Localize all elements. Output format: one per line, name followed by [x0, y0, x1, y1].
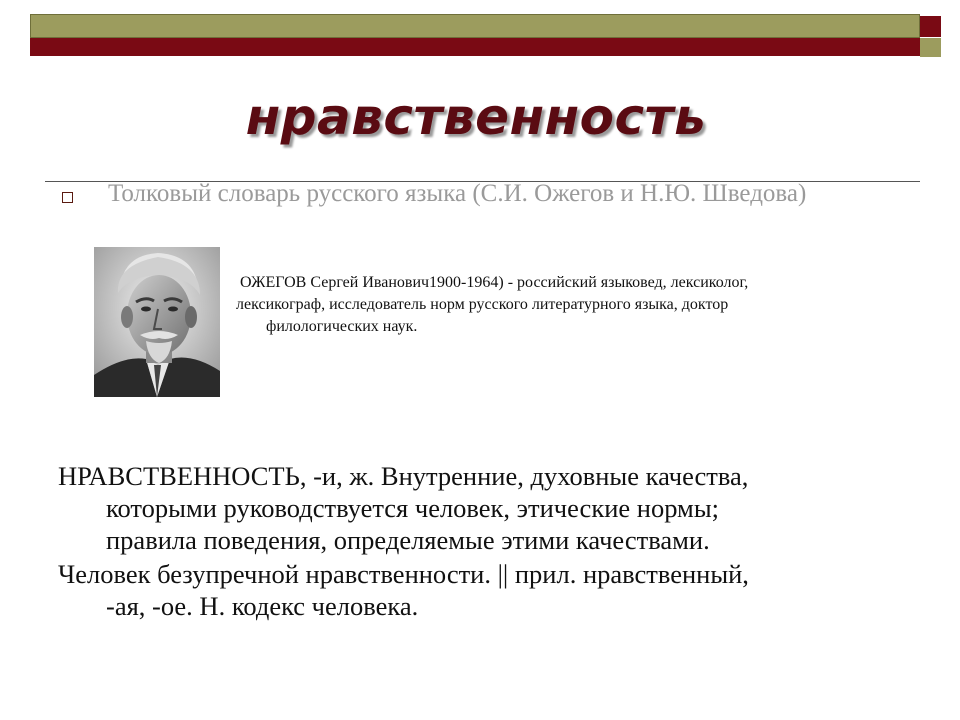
portrait-photo-icon [94, 247, 220, 397]
dictionary-definition [58, 460, 928, 622]
corner-square-maroon [920, 16, 941, 37]
square-bullet-icon [62, 192, 73, 203]
bio-line: филологических наук. [266, 318, 418, 335]
header-band-olive [30, 14, 920, 38]
author-biography [236, 272, 876, 338]
corner-square-olive [920, 38, 941, 57]
dictionary-source: Толковый словарь русского языка (С.И. Ожегов и Н.Ю. Шведова) [108, 180, 807, 207]
bio-line: лексикограф, исследователь норм русского литературного языка, доктор [236, 296, 729, 313]
bio-line: ОЖЕГОВ Сергей Иванович1900-1964) - российский языковед, лексиколог, [240, 274, 749, 291]
slide-title [0, 88, 960, 146]
definition-line: Человек безупречной нравственности. || прил. нравственный, [58, 559, 749, 589]
definition-line: правила поведения, определяемые этими качествами. [106, 525, 710, 555]
slide-title-text: нравственность [245, 88, 707, 146]
ozhegov-portrait [94, 247, 220, 397]
definition-line: -ая, -ое. Н. кодекс человека. [106, 591, 419, 621]
definition-line: НРАВСТВЕННОСТЬ, -и, ж. Внутренние, духовные качества, [58, 461, 749, 491]
header-band-maroon [30, 38, 920, 56]
definition-line: которыми руководствуется человек, этические нормы; [106, 493, 719, 523]
